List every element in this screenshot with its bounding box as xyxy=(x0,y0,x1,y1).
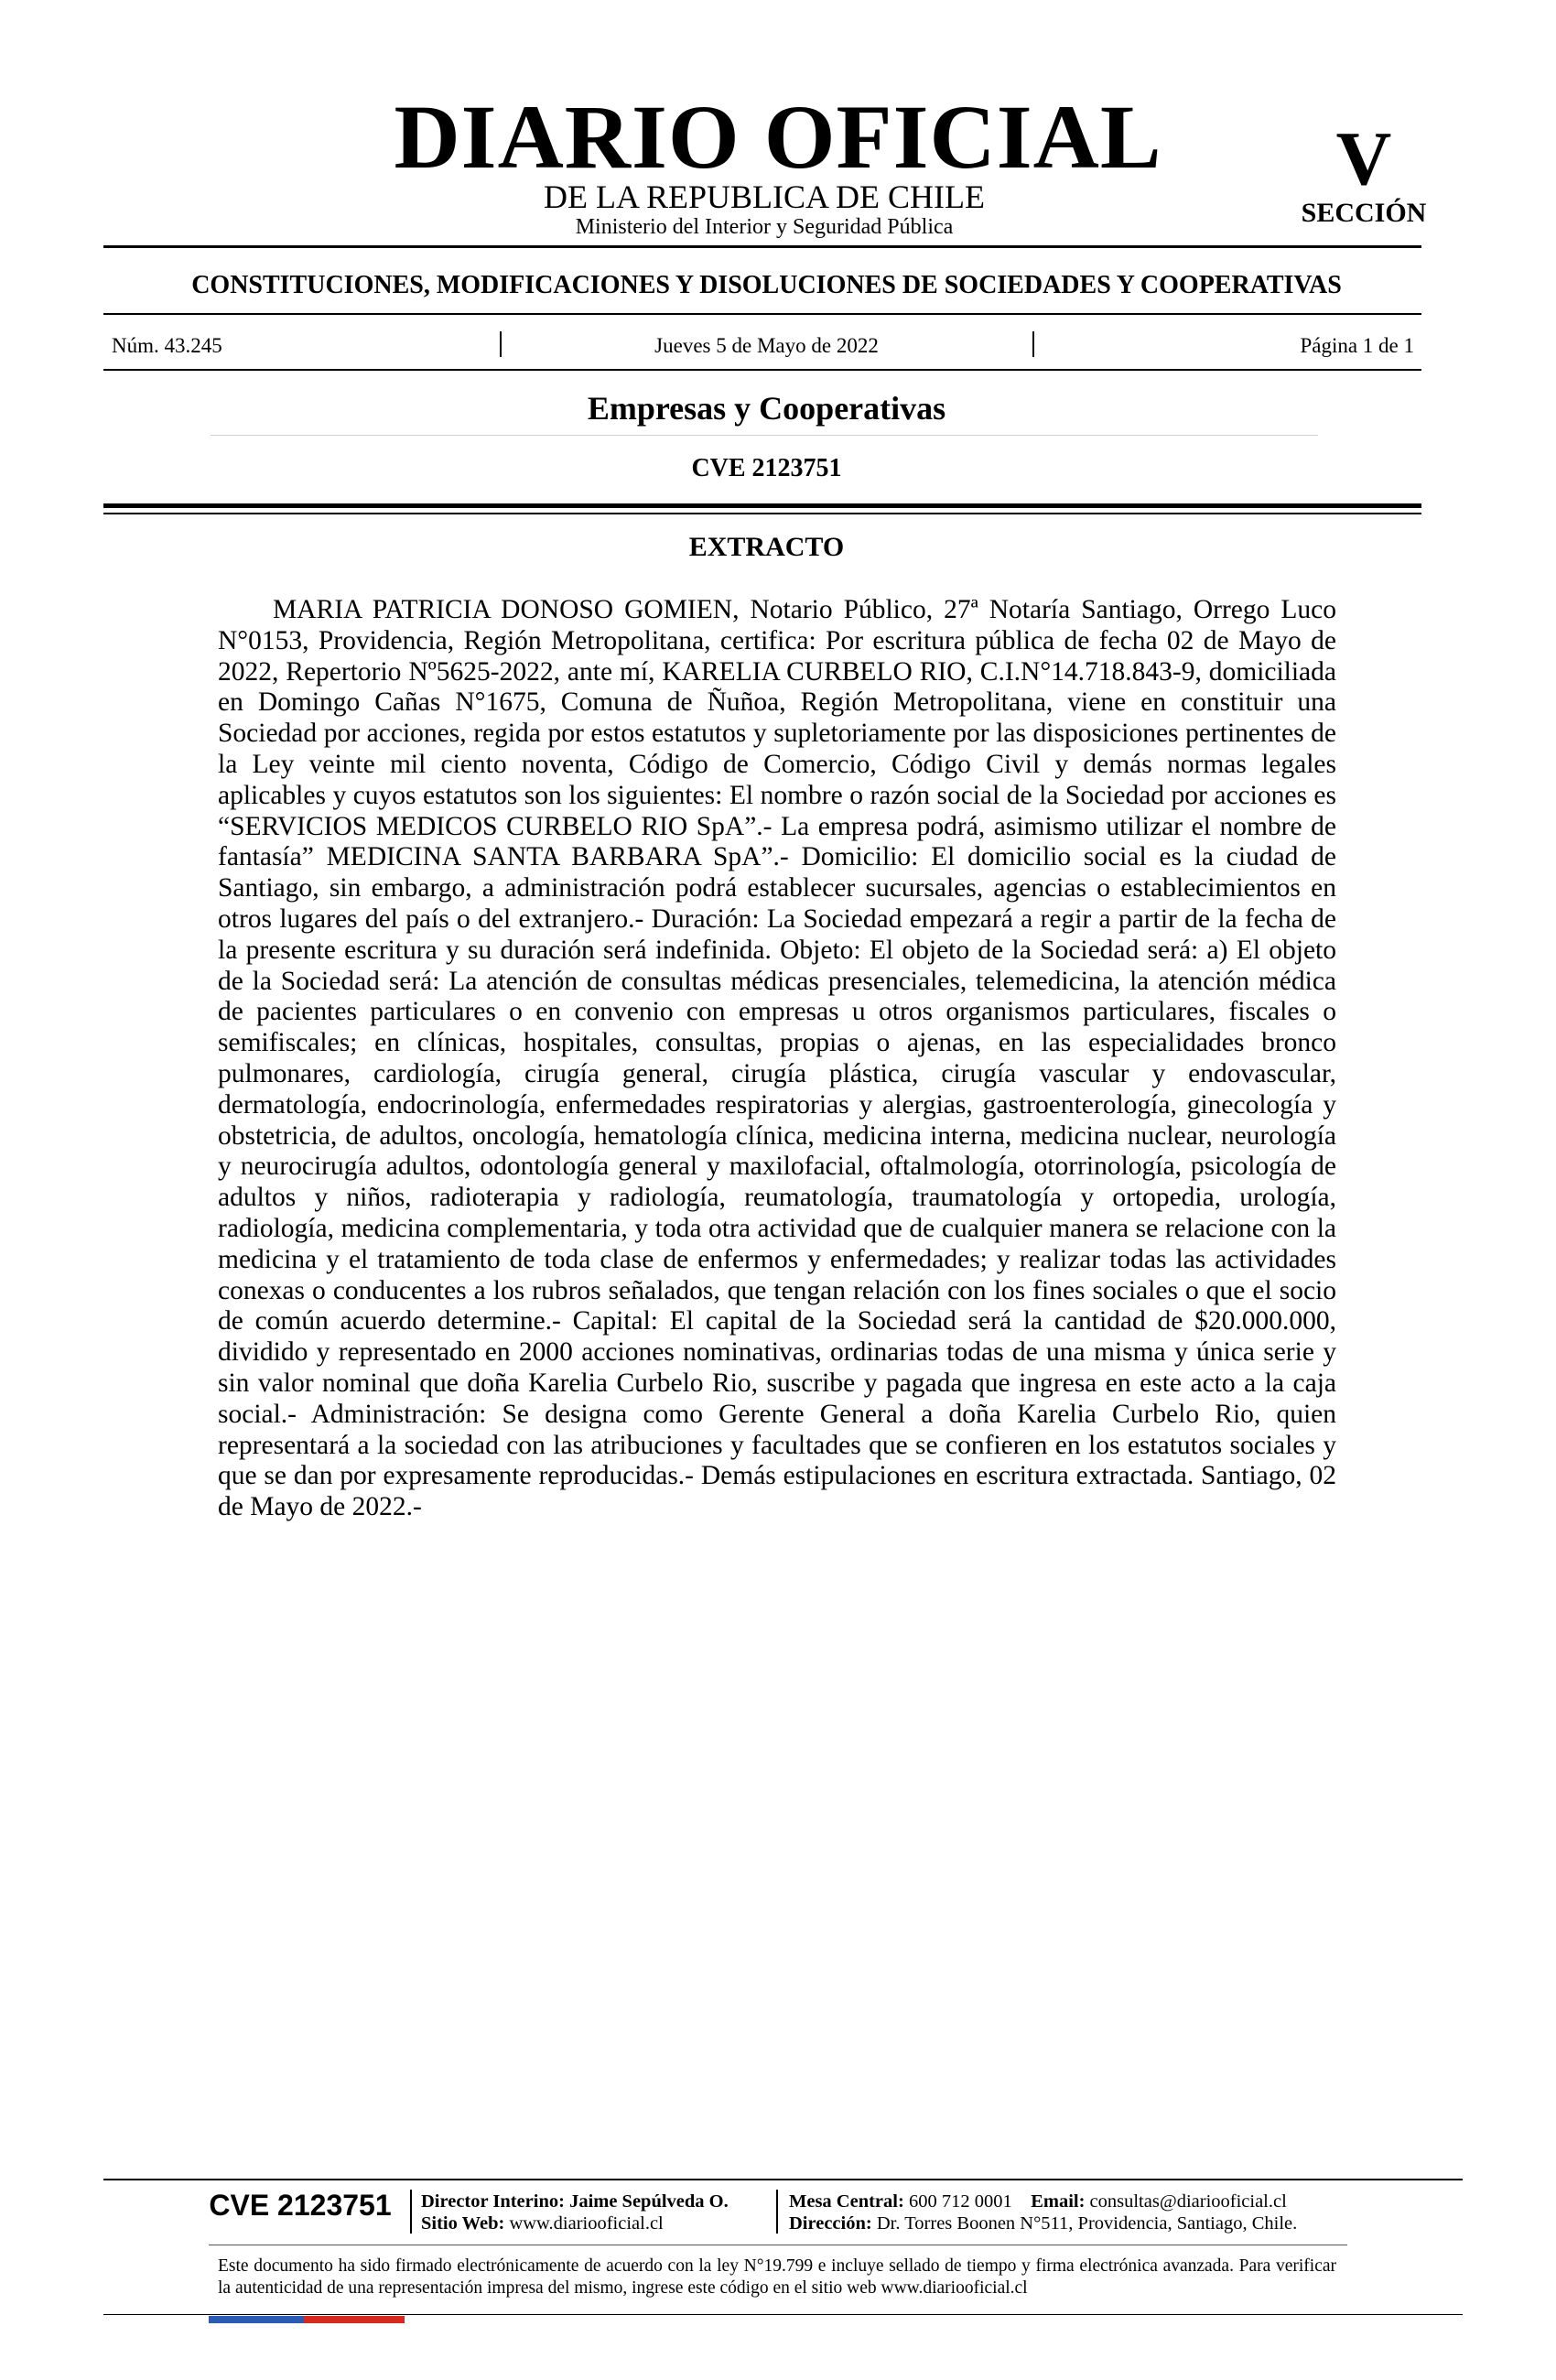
meta-divider xyxy=(103,369,1421,371)
website-label: Sitio Web: xyxy=(421,2213,505,2234)
issue-number: Núm. 43.245 xyxy=(112,334,222,357)
website-link[interactable]: www.diariooficial.cl xyxy=(509,2213,664,2234)
section-number: V xyxy=(1335,116,1392,201)
email-link[interactable]: consultas@diariooficial.cl xyxy=(1089,2191,1287,2212)
section-title: Empresas y Cooperativas xyxy=(587,390,946,427)
address-value: Dr. Torres Boonen N°511, Providencia, Santiago, Chile. xyxy=(876,2213,1298,2234)
address-label: Dirección: xyxy=(789,2213,872,2234)
phone-label: Mesa Central: xyxy=(789,2191,904,2212)
meta-separator xyxy=(500,331,502,357)
director-label: Director Interino: xyxy=(421,2191,565,2212)
footer-director-block xyxy=(421,2191,729,2234)
category-divider xyxy=(103,313,1421,315)
section-title-underline xyxy=(211,435,1318,436)
signature-note: Este documento ha sido firmado electrónicamente de acuerdo con la ley N°19.799 e incluye sellado de tiempo y firma electrónica avanzada. Para verificar la autenticidad de una representación impresa del mismo, ingrese este código en el sitio web www.diariooficial.cl xyxy=(218,2256,1336,2298)
document-heading: EXTRACTO xyxy=(688,532,845,562)
masthead-divider xyxy=(103,245,1421,248)
flag-stripe-blue xyxy=(209,2316,304,2323)
header-rule-thick xyxy=(103,503,1421,508)
flag-stripe-red xyxy=(304,2316,405,2323)
section-label: SECCIÓN xyxy=(1301,198,1427,228)
email-label: Email: xyxy=(1031,2191,1086,2212)
footer-rule-bottom xyxy=(103,2314,1463,2315)
phone-value: 600 712 0001 xyxy=(908,2191,1012,2212)
footer-separator xyxy=(410,2190,412,2234)
masthead-ministry: Ministerio del Interior y Seguridad Pública xyxy=(575,215,954,239)
footer-cve-code: CVE 2123751 xyxy=(209,2189,392,2222)
page-number: Página 1 de 1 xyxy=(1300,334,1414,357)
footer-contact-block xyxy=(789,2191,1297,2234)
footer-rule-top xyxy=(103,2179,1463,2180)
issue-date: Jueves 5 de Mayo de 2022 xyxy=(654,334,879,357)
masthead-subtitle: DE LA REPUBLICA DE CHILE xyxy=(544,178,985,215)
director-name: Jaime Sepúlveda O. xyxy=(569,2191,729,2212)
category-heading: CONSTITUCIONES, MODIFICACIONES Y DISOLUCIONES DE SOCIEDADES Y COOPERATIVAS xyxy=(191,271,1342,299)
masthead-title: DIARIO OFICIAL xyxy=(394,86,1162,188)
header-rule-thin xyxy=(103,513,1421,514)
footer-separator xyxy=(776,2190,778,2234)
cve-code: CVE 2123751 xyxy=(691,454,842,482)
document-body: MARIA PATRICIA DONOSO GOMIEN, Notario Público, 27ª Notaría Santiago, Orrego Luco N°0153, Providencia, Región Metropolitana, certifica: Por escritura pública de fecha 02 de Mayo de 2022, Repertorio Nº5625-2022, ante mí, KARELIA CURBELO RIO, C.I.N°14.718.843-9, domiciliada en Domingo Cañas N°1675, Comuna de Ñuñoa, Región Metropolitana, viene en constituir una Sociedad por acciones, regida por estos estatutos y supletoriamente por las disposiciones pertinentes de la Ley veinte mil ciento noventa, Código de Comercio, Código Civil y demás normas legales aplicables y cuyos estatutos son los siguientes: El nombre o razón social de la Sociedad por acciones es “SERVICIOS MEDICOS CURBELO RIO SpA”.- La empresa podrá, asimismo utilizar el nombre de fantasía” MEDICINA SANTA BARBARA SpA”.- Domicilio: El domicilio social es la ciudad de Santiago, sin embargo, a administración podrá establecer sucursales, agencias o establecimientos en otros lugares del país o del extranjero.- Duración: La Sociedad empezará a regir a partir de la fecha de la presente escritura y su duración será indefinida. Objeto: El objeto de la Sociedad será: a) El objeto de la Sociedad será: La atención de consultas médicas presenciales, telemedicina, la atención médica de pacientes particulares o en convenio con empresas u otros organismos particulares, fiscales o semifiscales; en clínicas, hospitales, consultas, propias o ajenas, en las especialidades bronco pulmonares, cardiología, cirugía general, cirugía plástica, cirugía vascular y endovascular, dermatología, endocrinología, enfermedades respiratorias y alergias, gastroenterología, ginecología y obstetricia, de adultos, oncología, hematología clínica, medicina interna, medicina nuclear, neurología y neurocirugía adultos, odontología general y maxilofacial, oftalmología, otorrinología, psicología de adultos y niños, radioterapia y radiología, reumatología, traumatología y ortopedia, urología, radiología, medicina complementaria, y toda otra actividad que de cualquier manera se relacione con la medicina y el tratamiento de toda clase de enfermos y enfermedades; y realizar todas las actividades conexas o conducentes a los rubros señalados, que tengan relación con los fines sociales o que el socio de común acuerdo determine.- Capital: El capital de la Sociedad será la cantidad de $20.000.000, dividido y representado en 2000 acciones nominativas, ordinarias todas de una misma y única serie y sin valor nominal que doña Karelia Curbelo Rio, suscribe y pagada que ingresa en este acto a la caja social.- Administración: Se designa como Gerente General a doña Karelia Curbelo Rio, quien representará a la sociedad con las atribuciones y facultades que se confieren en los estatutos sociales y que se dan por expresamente reproducidas.- Demás estipulaciones en escritura extractada. Santiago, 02 de Mayo de 2022.- xyxy=(218,595,1336,1522)
meta-separator xyxy=(1032,331,1034,357)
